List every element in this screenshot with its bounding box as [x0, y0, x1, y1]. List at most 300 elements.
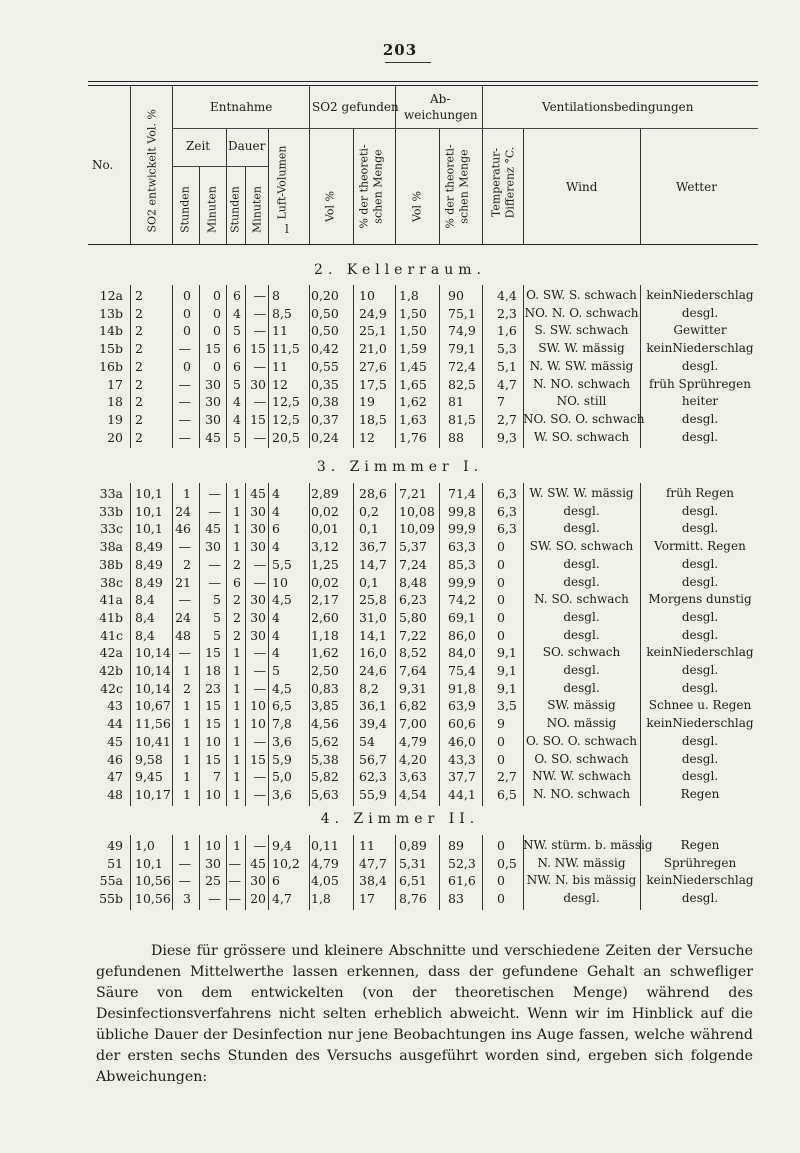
- table-cell: 15b: [99, 341, 123, 357]
- col-header-luft-unit: l: [285, 222, 289, 236]
- table-cell: 33b: [99, 503, 123, 519]
- table-cell: 21,0: [359, 341, 387, 357]
- table-cell: 11: [272, 358, 288, 374]
- table-cell: Schnee u. Regen: [648, 698, 752, 713]
- table-cell: 45: [107, 733, 123, 749]
- header-subrule: [309, 128, 395, 129]
- table-cell: 44: [107, 716, 123, 732]
- header-subrule: [172, 128, 309, 129]
- table-top-rule-2: [88, 85, 758, 86]
- table-cell: O. SW. S. schwach: [526, 288, 637, 302]
- table-cell: 81: [448, 394, 464, 410]
- table-cell: —: [253, 838, 266, 853]
- table-cell: —: [178, 855, 191, 871]
- table-cell: 14,1: [359, 627, 387, 643]
- table-cell: 2: [135, 411, 143, 427]
- table-cell: 15: [205, 751, 221, 767]
- table-cell: 0: [213, 358, 221, 374]
- table-cell: Vormitt. Regen: [654, 539, 746, 554]
- table-cell: 1: [183, 698, 191, 714]
- table-cell: NW. N. bis mässig: [526, 873, 637, 888]
- col-header-luft: Luft-Volumen: [275, 145, 289, 220]
- table-cell: 6,3: [497, 486, 517, 501]
- table-cell: 4,56: [311, 716, 339, 732]
- table-cell: 9: [497, 716, 505, 732]
- table-cell: 8,48: [399, 574, 427, 590]
- table-row: [0, 680, 800, 697]
- table-cell: 15: [205, 645, 221, 661]
- table-row: [0, 429, 800, 446]
- table-cell: 6: [233, 574, 241, 590]
- table-cell: —: [253, 574, 266, 590]
- table-cell: 60,6: [448, 716, 476, 732]
- table-cell: 38,4: [359, 873, 387, 889]
- table-cell: 6,82: [399, 698, 427, 714]
- table-cell: —: [253, 323, 266, 339]
- table-cell: —: [178, 411, 191, 427]
- table-cell: 45: [205, 521, 221, 537]
- table-cell: —: [253, 305, 266, 321]
- paragraph-text: Diese für grössere und kleinere Abschnitte und verschiedene Zeiten der Versuche gefundenen Mittelwerthe lassen erkennen, dass der gefundene Gehalt an schwefliger Säure von dem entwickelten (von der theoretischen Menge) während des Desinfectionsverfahrens nicht selten erheblich abweicht. Wenn wir im Hinblick auf die übliche Dauer der Desinfection nur jene Beobachtungen ins Auge fassen, welche während der ersten sechs Stunden des Versuchs ausgeführt worden sind, ergeben sich folgende Abweichungen:: [96, 943, 753, 1085]
- table-cell: 24: [175, 503, 191, 519]
- table-cell: desgl.: [563, 556, 600, 571]
- table-cell: 37,7: [448, 769, 476, 785]
- table-cell: 2: [135, 376, 143, 392]
- table-cell: 7: [213, 769, 221, 785]
- table-cell: 0: [497, 592, 505, 608]
- col-header-wind: Wind: [566, 180, 598, 194]
- table-cell: 69,1: [448, 609, 476, 625]
- table-cell: 1,6: [497, 323, 517, 339]
- table-row: [0, 855, 800, 872]
- table-cell: 30: [205, 394, 221, 410]
- table-cell: 0: [497, 838, 505, 853]
- col-header-vent: Ventilationsbedingungen: [542, 100, 694, 114]
- table-cell: 11,56: [135, 716, 171, 732]
- table-cell: 10,1: [135, 521, 163, 537]
- table-cell: 1,63: [399, 411, 427, 427]
- table-cell: —: [178, 539, 191, 555]
- table-cell: —: [178, 394, 191, 410]
- table-cell: —: [228, 855, 241, 871]
- col-header-no: No.: [92, 158, 114, 172]
- table-cell: 8,5: [272, 305, 292, 321]
- table-row: [0, 393, 800, 410]
- table-cell: 3,85: [311, 698, 339, 714]
- table-cell: 30: [205, 855, 221, 871]
- table-cell: desgl.: [681, 627, 719, 642]
- table-cell: 10,09: [399, 521, 435, 537]
- table-cell: 0,50: [311, 305, 339, 321]
- table-cell: 1,59: [399, 341, 427, 357]
- table-cell: 25,8: [359, 592, 387, 608]
- table-cell: 2: [135, 341, 143, 357]
- table-cell: 24,6: [359, 663, 387, 678]
- table-cell: 5: [272, 663, 280, 678]
- table-cell: Regen: [680, 838, 720, 852]
- table-cell: 15: [250, 411, 266, 427]
- table-cell: desgl.: [563, 663, 600, 677]
- table-cell: —: [228, 891, 241, 907]
- table-cell: 0: [183, 358, 191, 374]
- table-cell: 71,4: [448, 486, 476, 501]
- table-cell: desgl.: [563, 680, 600, 695]
- col-header-abw-2: weichungen: [404, 108, 478, 122]
- table-cell: NO. SO. O. schwach: [523, 411, 645, 426]
- table-cell: 9,3: [497, 429, 517, 445]
- table-cell: 12: [359, 429, 375, 445]
- table-cell: desgl.: [563, 574, 600, 589]
- table-cell: 4: [272, 609, 280, 625]
- table-cell: 20,5: [272, 429, 300, 445]
- table-cell: 5,37: [399, 539, 427, 555]
- table-cell: —: [253, 358, 266, 374]
- table-cell: 1: [233, 769, 241, 785]
- table-cell: —: [228, 873, 241, 889]
- table-cell: desgl.: [681, 521, 719, 536]
- table-row: [0, 556, 800, 573]
- table-cell: 2: [135, 323, 143, 339]
- table-cell: —: [178, 429, 191, 445]
- header-vline: [172, 86, 173, 244]
- table-cell: 8,2: [359, 680, 379, 696]
- table-cell: 12: [272, 376, 288, 392]
- table-cell: 0,37: [311, 411, 339, 427]
- table-cell: —: [253, 288, 266, 303]
- header-vline: [353, 128, 354, 244]
- table-cell: 6,3: [497, 521, 517, 537]
- table-cell: 16b: [99, 358, 123, 374]
- table-cell: 0,02: [311, 503, 339, 519]
- col-header-dauer: Dauer: [228, 139, 266, 153]
- table-cell: 1: [183, 838, 191, 853]
- table-cell: 30: [205, 539, 221, 555]
- table-row: [0, 890, 800, 907]
- table-cell: 28,6: [359, 486, 387, 501]
- table-cell: 1: [233, 645, 241, 661]
- table-row: [0, 538, 800, 555]
- table-cell: 1: [233, 680, 241, 696]
- table-cell: 46: [175, 521, 191, 537]
- table-cell: 5: [213, 592, 221, 608]
- table-cell: 10: [205, 786, 221, 802]
- table-cell: 1: [233, 539, 241, 555]
- table-cell: 0: [497, 556, 505, 572]
- table-cell: —: [178, 592, 191, 608]
- table-cell: desgl.: [681, 411, 719, 426]
- table-cell: 9,1: [497, 680, 517, 696]
- table-cell: 1: [233, 486, 241, 501]
- table-cell: 63,9: [448, 698, 476, 714]
- table-cell: 3: [183, 891, 191, 907]
- table-cell: —: [208, 891, 221, 907]
- table-top-rule: [88, 81, 758, 82]
- table-cell: 5: [233, 376, 241, 392]
- col-header-theo-3: % der theoreti-: [443, 144, 457, 229]
- table-cell: 30: [250, 873, 266, 889]
- table-cell: 0,50: [311, 323, 339, 339]
- page-number-rule: [385, 62, 431, 63]
- table-cell: —: [253, 556, 266, 572]
- table-cell: 0,1: [359, 574, 379, 590]
- table-cell: 5: [233, 323, 241, 339]
- table-cell: 55b: [99, 891, 123, 907]
- table-cell: 20: [250, 891, 266, 907]
- table-cell: 4,79: [311, 855, 339, 871]
- table-cell: keinNiederschlag: [646, 341, 754, 356]
- table-cell: —: [253, 394, 266, 410]
- table-cell: 0,5: [497, 855, 517, 871]
- body-paragraph: [96, 941, 753, 1088]
- table-cell: 8,4: [135, 592, 155, 608]
- table-cell: 5,80: [399, 609, 427, 625]
- table-cell: 1,62: [399, 394, 427, 410]
- table-cell: früh Sprühregen: [649, 376, 751, 391]
- table-cell: 8,49: [135, 556, 163, 572]
- table-cell: 1: [233, 663, 241, 678]
- table-cell: Regen: [680, 786, 720, 801]
- table-row: [0, 733, 800, 750]
- table-cell: 6: [272, 873, 280, 889]
- table-row: [0, 322, 800, 339]
- table-cell: 85,3: [448, 556, 476, 572]
- table-cell: 8,4: [135, 627, 155, 643]
- table-cell: NO. mässig: [546, 716, 617, 731]
- table-cell: 1,62: [311, 645, 339, 661]
- table-cell: desgl.: [563, 891, 600, 906]
- table-cell: 75,4: [448, 663, 476, 678]
- table-cell: 0,11: [311, 838, 339, 853]
- header-vline: [482, 86, 483, 244]
- table-cell: O. SO. schwach: [534, 751, 629, 766]
- table-cell: 3,6: [272, 786, 292, 802]
- table-cell: 1: [183, 751, 191, 767]
- table-cell: —: [253, 429, 266, 445]
- table-cell: desgl.: [681, 556, 719, 571]
- table-cell: desgl.: [681, 680, 719, 695]
- table-cell: 0: [497, 891, 505, 907]
- table-cell: 0,20: [311, 288, 339, 303]
- table-cell: 1: [233, 716, 241, 732]
- table-row: [0, 644, 800, 661]
- table-cell: 42b: [99, 663, 123, 678]
- table-cell: 1: [233, 786, 241, 802]
- table-cell: —: [208, 556, 221, 572]
- header-subrule: [482, 128, 758, 129]
- table-row: [0, 287, 800, 304]
- col-header-temp: Temperatur-: [489, 147, 503, 218]
- table-cell: 1,18: [311, 627, 339, 643]
- table-cell: 43,3: [448, 751, 476, 767]
- table-cell: 30: [250, 627, 266, 643]
- table-cell: Morgens dunstig: [648, 592, 752, 607]
- table-cell: 38a: [99, 539, 123, 555]
- table-cell: 75,1: [448, 305, 476, 321]
- table-cell: N. NO. schwach: [532, 376, 631, 391]
- table-cell: 2,60: [311, 609, 339, 625]
- table-row: [0, 609, 800, 626]
- table-row: [0, 411, 800, 428]
- table-cell: 1: [233, 733, 241, 749]
- col-header-minuten-2: Minuten: [250, 186, 264, 233]
- table-cell: 41a: [99, 592, 123, 608]
- table-cell: 6: [272, 521, 280, 537]
- table-cell: desgl.: [681, 891, 719, 906]
- table-cell: 8,49: [135, 574, 163, 590]
- table-cell: desgl.: [681, 751, 719, 766]
- table-cell: 31,0: [359, 609, 387, 625]
- table-cell: 10,67: [135, 698, 171, 714]
- table-row: [0, 574, 800, 591]
- table-cell: 55a: [99, 873, 123, 889]
- table-row: [0, 715, 800, 732]
- table-cell: 54: [359, 733, 375, 749]
- table-cell: 8,52: [399, 645, 427, 661]
- table-cell: 4,7: [497, 376, 517, 392]
- table-cell: 5,1: [497, 358, 517, 374]
- table-cell: 47: [107, 769, 123, 785]
- table-cell: 1: [183, 733, 191, 749]
- table-cell: 62,3: [359, 769, 387, 785]
- table-cell: desgl.: [563, 627, 600, 642]
- table-cell: SW. SO. schwach: [529, 539, 634, 554]
- table-cell: 0: [213, 323, 221, 339]
- table-cell: 2,7: [497, 769, 517, 785]
- section-title: 2. Kellerraum.: [314, 262, 486, 278]
- header-vline: [640, 128, 641, 244]
- table-cell: 41b: [99, 609, 123, 625]
- table-cell: 7: [497, 394, 505, 410]
- table-cell: 88: [448, 429, 464, 445]
- table-cell: O. SO. O. schwach: [526, 733, 637, 748]
- table-cell: 5,0: [272, 769, 292, 785]
- table-cell: 2: [135, 429, 143, 445]
- table-cell: 6: [233, 341, 241, 357]
- table-cell: 39,4: [359, 716, 387, 732]
- table-cell: 72,4: [448, 358, 476, 374]
- table-cell: 0,38: [311, 394, 339, 410]
- table-cell: 99,9: [448, 574, 476, 590]
- table-cell: 10: [250, 698, 266, 714]
- col-header-vol-2: Vol %: [410, 190, 424, 223]
- table-cell: 0,55: [311, 358, 339, 374]
- table-row: [0, 786, 800, 803]
- table-cell: 10: [205, 733, 221, 749]
- table-cell: 13b: [99, 305, 123, 321]
- table-cell: 2: [233, 627, 241, 643]
- table-cell: desgl.: [681, 503, 719, 518]
- table-cell: 0: [497, 873, 505, 889]
- table-cell: —: [253, 680, 266, 696]
- table-cell: 15: [250, 341, 266, 357]
- table-cell: 18: [205, 663, 221, 678]
- table-cell: 63,3: [448, 539, 476, 555]
- table-cell: 9,58: [135, 751, 163, 767]
- header-vline: [439, 128, 440, 244]
- col-header-stunden: Stunden: [178, 186, 192, 233]
- table-cell: 30: [205, 376, 221, 392]
- table-cell: 1,0: [135, 838, 155, 853]
- table-cell: 9,31: [399, 680, 427, 696]
- table-cell: 49: [107, 838, 123, 853]
- table-cell: 42a: [99, 645, 123, 661]
- header-vline: [130, 86, 131, 244]
- table-cell: 6,3: [497, 503, 517, 519]
- table-cell: 36,7: [359, 539, 387, 555]
- table-cell: N. SO. schwach: [534, 592, 629, 607]
- table-cell: 56,7: [359, 751, 387, 767]
- table-cell: 15: [205, 341, 221, 357]
- table-cell: 2,17: [311, 592, 339, 608]
- table-cell: 25: [205, 873, 221, 889]
- table-cell: desgl.: [681, 663, 719, 677]
- table-cell: 7,24: [399, 556, 427, 572]
- table-cell: desgl.: [681, 609, 719, 624]
- table-cell: 0: [497, 539, 505, 555]
- table-cell: Sprühregen: [663, 855, 737, 870]
- table-cell: desgl.: [681, 305, 719, 320]
- table-cell: 30: [250, 521, 266, 537]
- table-cell: NW. W. schwach: [532, 769, 631, 784]
- table-cell: 5,3: [497, 341, 517, 357]
- header-vline: [523, 128, 524, 244]
- table-cell: 1,65: [399, 376, 427, 392]
- table-cell: 55,9: [359, 786, 387, 802]
- table-cell: 1: [183, 786, 191, 802]
- table-cell: 12,5: [272, 411, 300, 427]
- table-cell: 0,02: [311, 574, 339, 590]
- table-cell: 42c: [100, 680, 123, 696]
- table-cell: 10,41: [135, 733, 171, 749]
- table-cell: 3,6: [272, 733, 292, 749]
- table-cell: NO. still: [556, 394, 607, 409]
- table-cell: 1,25: [311, 556, 339, 572]
- table-cell: 5,5: [272, 556, 292, 572]
- table-cell: 0: [497, 574, 505, 590]
- table-cell: 45: [250, 855, 266, 871]
- table-cell: 79,1: [448, 341, 476, 357]
- table-cell: 1,8: [311, 891, 331, 907]
- table-row: [0, 376, 800, 393]
- table-cell: 74,2: [448, 592, 476, 608]
- col-header-stunden-2: Stunden: [228, 186, 242, 233]
- table-cell: 19: [359, 394, 375, 410]
- col-header-theo-2: schen Menge: [371, 149, 385, 224]
- table-cell: 8,49: [135, 539, 163, 555]
- col-header-entnahme: Entnahme: [210, 100, 273, 114]
- table-cell: keinNiederschlag: [646, 645, 754, 660]
- table-cell: SW. mässig: [547, 698, 616, 713]
- table-cell: 4,4: [497, 288, 517, 303]
- table-cell: 21: [175, 574, 191, 590]
- table-row: [0, 485, 800, 502]
- table-cell: SO. schwach: [542, 645, 621, 660]
- table-cell: 8: [272, 288, 280, 303]
- table-cell: 4,7: [272, 891, 292, 907]
- table-cell: 45: [250, 486, 266, 501]
- table-cell: 0,1: [359, 521, 379, 537]
- header-vline: [268, 128, 269, 244]
- table-cell: 2,89: [311, 486, 339, 501]
- header-vline: [245, 166, 246, 244]
- col-header-zeit: Zeit: [186, 139, 211, 153]
- table-cell: —: [178, 341, 191, 357]
- table-cell: 4,54: [399, 786, 427, 802]
- table-cell: 10,56: [135, 873, 171, 889]
- table-cell: 24: [175, 609, 191, 625]
- table-cell: 0: [183, 288, 191, 303]
- table-cell: 45: [205, 429, 221, 445]
